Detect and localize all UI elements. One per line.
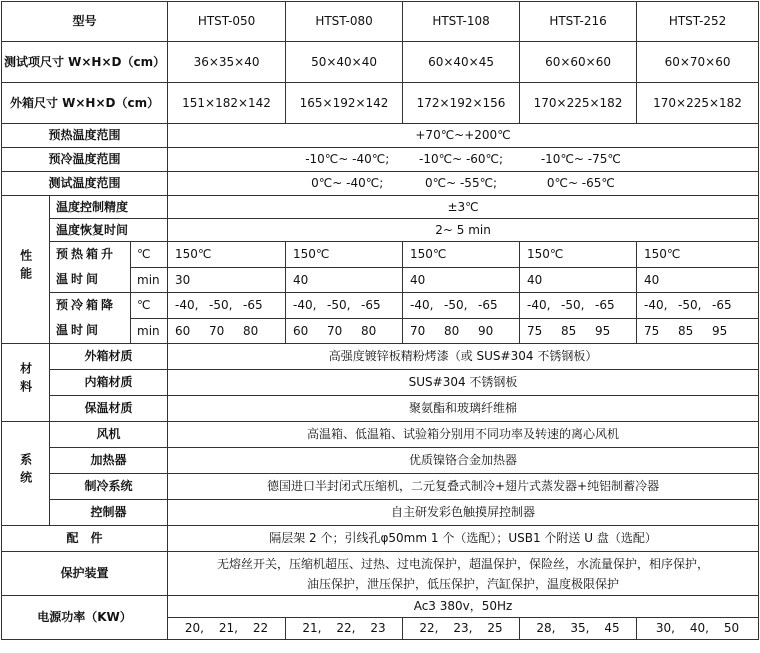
heater-row (2, 448, 759, 474)
heater-value: 优质镍铬合金加热器 (168, 448, 759, 474)
model-name: HTST-216 (520, 2, 637, 42)
outer-size-row (2, 83, 759, 124)
control-accuracy-row (2, 196, 759, 219)
fan-label: 风机 (50, 422, 168, 448)
precool-drop-unit-temp: ℃ (131, 293, 168, 319)
test-size-value: 50×40×40 (286, 42, 403, 83)
protection-label: 保护装置 (2, 552, 168, 596)
precool-range-value: -10℃~ -40℃; (305, 152, 390, 167)
control-accuracy-value: ±3℃ (168, 196, 759, 219)
refrigeration-value: 德国进口半封闭式压缩机，二元复叠式制冷+翅片式蒸发器+纯铝制蓄冷器 (168, 474, 759, 500)
preheat-range-value: +70℃~+200℃ (168, 124, 759, 148)
preheat-rise-temp: 150℃ (168, 242, 286, 268)
test-size-value: 60×40×45 (403, 42, 520, 83)
accessories-label: 配 件 (2, 526, 168, 552)
insulation-label: 保温材质 (50, 396, 168, 422)
test-range-value: 0℃~ -55℃; (425, 176, 498, 191)
power-supply-value: Ac3 380v，50Hz (168, 596, 759, 618)
model-label: 型号 (2, 2, 168, 42)
precool-drop-label: 预冷箱降温时间 (50, 293, 131, 344)
accessories-row (2, 526, 759, 552)
inner-material-label: 内箱材质 (50, 370, 168, 396)
preheat-rise-time: 40 (403, 267, 520, 293)
test-size-value: 60×70×60 (637, 42, 759, 83)
refrigeration-row (2, 474, 759, 500)
power-value: 22, 23, 25 (403, 618, 520, 640)
preheat-rise-time: 40 (520, 267, 637, 293)
precool-drop-temps: -40, -50, -65 (520, 293, 637, 319)
test-size-row (2, 42, 759, 83)
precool-drop-temps: -40, -50, -65 (168, 293, 286, 319)
protection-row (2, 552, 759, 596)
recovery-time-row (2, 219, 759, 242)
power-value: 20, 21, 22 (168, 618, 286, 640)
inner-material-value: SUS#304 不锈钢板 (168, 370, 759, 396)
preheat-rise-temp: 150℃ (286, 242, 403, 268)
test-size-value: 60×60×60 (520, 42, 637, 83)
header-row (2, 2, 759, 42)
preheat-rise-temp: 150℃ (403, 242, 520, 268)
inner-material-row (2, 370, 759, 396)
precool-drop-times: 60 70 80 (168, 318, 286, 344)
protection-value (168, 552, 759, 596)
heater-label: 加热器 (50, 448, 168, 474)
model-name: HTST-108 (403, 2, 520, 42)
preheat-rise-time: 40 (286, 267, 403, 293)
preheat-range-label: 预热温度范围 (2, 124, 168, 148)
precool-drop-unit-time: min (131, 318, 168, 344)
material-group-label: 材料 (2, 344, 50, 422)
preheat-rise-temp: 150℃ (520, 242, 637, 268)
preheat-rise-unit-temp: ℃ (131, 242, 168, 268)
spec-table (1, 1, 759, 640)
controller-value: 自主研发彩色触摸屏控制器 (168, 500, 759, 526)
controller-label: 控制器 (50, 500, 168, 526)
recovery-time-value: 2~ 5 min (168, 219, 759, 242)
precool-range-value: -10℃~ -75℃ (540, 152, 621, 167)
precool-drop-times: 70 80 90 (403, 318, 520, 344)
precool-drop-temp-row (2, 293, 759, 319)
precool-drop-temps: -40, -50, -65 (637, 293, 759, 319)
preheat-rise-temp-row (2, 242, 759, 268)
precool-drop-times: 75 85 95 (520, 318, 637, 344)
test-range-values (168, 172, 759, 196)
control-accuracy-label: 温度控制精度 (50, 196, 168, 219)
preheat-rise-temp: 150℃ (637, 242, 759, 268)
outer-size-value: 151×182×142 (168, 83, 286, 124)
precool-range-label: 预冷温度范围 (2, 148, 168, 172)
precool-drop-temps: -40, -50, -65 (286, 293, 403, 319)
refrigeration-label: 制冷系统 (50, 474, 168, 500)
power-value: 28, 35, 45 (520, 618, 637, 640)
controller-row (2, 500, 759, 526)
fan-value: 高温箱、低温箱、试验箱分别用不同功率及转速的离心风机 (168, 422, 759, 448)
outer-size-value: 170×225×182 (637, 83, 759, 124)
power-value: 21, 22, 23 (286, 618, 403, 640)
outer-size-value: 165×192×142 (286, 83, 403, 124)
system-group-label: 系统 (2, 422, 50, 526)
preheat-rise-time: 30 (168, 267, 286, 293)
accessories-value: 隔层架 2 个；引线孔φ50mm 1 个（选配）；USB1 个附送 U 盘（选配） (168, 526, 759, 552)
model-name: HTST-252 (637, 2, 759, 42)
precool-drop-times: 75 85 95 (637, 318, 759, 344)
performance-group-label: 性能 (2, 196, 50, 344)
preheat-rise-label: 预热箱升温时间 (50, 242, 131, 293)
protection-line: 油压保护，泄压保护，低压保护，汽缸保护，温度极限保护 (307, 576, 620, 591)
model-name: HTST-080 (286, 2, 403, 42)
preheat-rise-unit-time: min (131, 267, 168, 293)
precool-range-row (2, 148, 759, 172)
outer-material-row (2, 344, 759, 370)
outer-size-value: 172×192×156 (403, 83, 520, 124)
outer-material-label: 外箱材质 (50, 344, 168, 370)
test-size-value: 36×35×40 (168, 42, 286, 83)
precool-drop-temps: -40, -50, -65 (403, 293, 520, 319)
model-name: HTST-050 (168, 2, 286, 42)
precool-range-values (168, 148, 759, 172)
outer-material-value: 高强度镀锌板精粉烤漆（或 SUS#304 不锈钢板） (168, 344, 759, 370)
preheat-rise-time: 40 (637, 267, 759, 293)
outer-size-value: 170×225×182 (520, 83, 637, 124)
protection-line: 无熔丝开关，压缩机超压、过热、过电流保护，超温保护，保险丝，水流量保护，相序保护， (217, 556, 710, 571)
test-range-value: 0℃~ -40℃; (311, 176, 384, 191)
precool-range-value: -10℃~ -60℃; (419, 152, 504, 167)
test-size-label: 测试项尺寸 W×H×D（cm） (2, 42, 168, 83)
insulation-row (2, 396, 759, 422)
precool-drop-times: 60 70 80 (286, 318, 403, 344)
test-range-label: 测试温度范围 (2, 172, 168, 196)
outer-size-label: 外箱尺寸 W×H×D（cm） (2, 83, 168, 124)
fan-row (2, 422, 759, 448)
test-range-row (2, 172, 759, 196)
recovery-time-label: 温度恢复时间 (50, 219, 168, 242)
power-label: 电源功率（KW） (2, 596, 168, 640)
power-value: 30, 40, 50 (637, 618, 759, 640)
test-range-value: 0℃~ -65℃ (546, 176, 615, 191)
insulation-value: 聚氨酯和玻璃纤维棉 (168, 396, 759, 422)
power-supply-row (2, 596, 759, 618)
preheat-range-row (2, 124, 759, 148)
